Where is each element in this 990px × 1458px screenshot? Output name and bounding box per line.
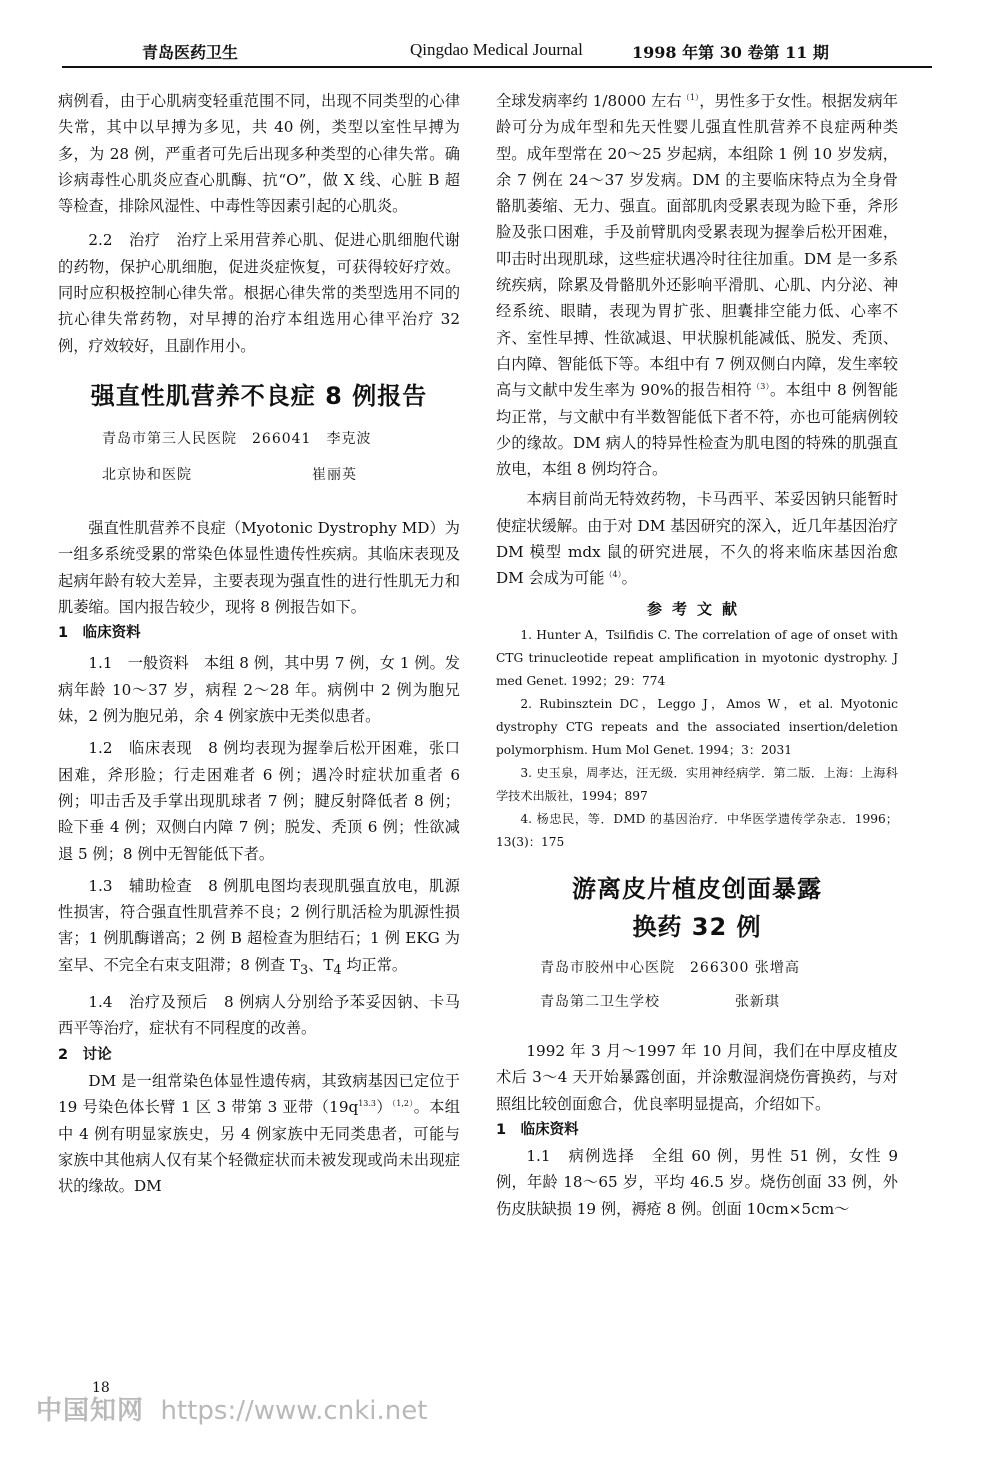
prev-article-paragraph: 病例看，由于心肌病变轻重范围不同，出现不同类型的心律失常，其中以早搏为多见，共 40 例，类型以室性早搏为多，为 28 例，严重者可先后出现多种类型的心律失常。确诊病毒性心肌炎应查心肌酶、抗“O”，做 X 线、心脏 B 超等检查，排除风湿性、中毒性等因素引起的心肌炎。 — [58, 92, 460, 216]
section-heading-clinical: 1 临床资料 — [58, 625, 141, 642]
cnki-watermark — [36, 1390, 427, 1427]
journal-name-en: Qingdao Medical Journal — [410, 40, 583, 59]
citation-ref: （4） — [604, 570, 622, 580]
article2-section-heading: 1 临床资料 — [496, 1121, 579, 1138]
affiliation-3: 青岛市胶州中心医院 266300 张增高 — [540, 959, 800, 976]
running-header — [62, 32, 932, 68]
subscript: 3 — [300, 961, 309, 977]
article2-title-line1: 游离皮片植皮创面暴露 — [572, 874, 822, 903]
cnki-url: https://www.cnki.net — [160, 1396, 428, 1426]
superscript: 13.3 — [358, 1099, 377, 1109]
article-title: 强直性肌营养不良症 8 例报告 — [90, 381, 428, 410]
reference-2: 2. Rubinsztein DC，Leggo J，Amos W，et al. Myotonic dystrophy CTG repeats and the associated insertion/deletion polymorphism. Hum Mol Genet. 1994；3：2031 — [496, 696, 898, 757]
journal-name-cn: 青岛医药卫生 — [142, 43, 239, 62]
citation-ref: （1,2） — [391, 1099, 414, 1109]
para-auxiliary-exams: 1.3 辅助检查 8 例肌电图均表现肌强直放电，肌源性损害，符合强直性肌营养不良；2 例行肌活检为肌源性损害；1 例肌酶谱高；2 例 B 超检查为胆结石；1 例 EKG 为室早、不完全右束支阻滞；8 例查 $T_3$、$T_4$ 均正常。 — [58, 876, 460, 977]
reference-4: 4. 杨忠民，等．DMD 的基因治疗．中华医学遗传学杂志．1996；13(3)：175 — [496, 811, 898, 849]
reference-1: 1. Hunter A，Tsilfidis C. The correlation of age of onset with CTG trinucleotide repeat amplification in myotonic dystrophy. J med Genet. 1992；29：774 — [496, 627, 898, 688]
references-title: 参考文献 — [646, 599, 747, 618]
para-discussion-cont: 全球发病率约 1/8000 左右$^{(1)}$，男性多于女性。根据发病年龄可分为成年型和先天性婴儿强直性肌营养不良症两种类型。成年型常在 20～25 岁起病，本组除 1 例 10 岁发病，余 7 例在 24～37 岁发病。DM 的主要临床特点为全身骨骼肌萎缩、无力、强直。面部肌肉受累表现为睑下垂，斧形脸及张口困难，手及前臂肌肉受累表现为握拳后松开困难，叩击时出现肌球，这些症状遇冷时往往加重。DM 是一多系统疾病，除累及骨骼肌外还影响平滑肌、心肌、内分泌、神经系统、眼睛，表现为胃扩张、胆囊排空能力低、心率不齐、室性早搏、性欲减退、甲状腺机能减低、脱发、秃顶、白内障、智能低下等。本组中有 7 例双侧白内障，发生率较高与文献中发生率为 90%的报告相符$^{(3)}$。本组中 8 例智能均正常，与文献中有半数智能低下者不符，亦也可能病例较少的缘故。DM 病人的特异性检查为肌电图的特殊的肌强直放电，本组 8 例均符合。 — [496, 92, 899, 479]
citation-ref: （1） — [681, 92, 700, 102]
para-treatment-outlook: 本病目前尚无特效药物，卡马西平、苯妥因钠只能暂时使症状缓解。由于对 DM 基因研究的深入，近几年基因治疗 DM 模型 mdx 鼠的研究进展，不久的将来临床基因治愈 DM 会成为可能$^{(4)}$。 — [496, 490, 898, 588]
article2-intro: 1992 年 3 月～1997 年 10 月间，我们在中厚皮植皮术后 3～4 天开始暴露创面，并涂敷湿润烧伤膏换药，与对照组比较创面愈合，优良率明显提高，介绍如下。 — [496, 1041, 898, 1113]
issue-info: 1998 年第 30 卷第 11 期 — [632, 43, 829, 62]
article2-case-selection: 1.1 病例选择 全组 60 例，男性 51 例，女性 9 例，年龄 18～65 岁，平均 46.5 岁。烧伤创面 33 例，外伤皮肤缺损 19 例，褥疮 8 例。创面 10cm×5cm～ — [496, 1147, 898, 1218]
affiliation-1: 青岛市第三人民医院 266041 李克波 — [102, 430, 372, 447]
affiliation-2: 北京协和医院 崔丽英 — [102, 466, 357, 483]
page-number: 18 — [92, 1380, 110, 1396]
article2-title-line2: 换药 32 例 — [632, 912, 762, 941]
cnki-logo-text: 中国知网 — [36, 1396, 145, 1426]
affiliation-4: 青岛第二卫生学校 张新琪 — [540, 993, 780, 1010]
para-general-data: 1.1 一般资料 本组 8 例，其中男 7 例，女 1 例。发病年龄 10～37 岁，病程 2～28 年。病例中 2 例为胞兄妹，2 例为胞兄弟，余 4 例家族中无类似患者。 — [58, 654, 460, 726]
reference-3: 3. 史玉泉，周孝达，汪无级．实用神经病学．第二版．上海：上海科学技术出版社，1994；897 — [496, 765, 898, 803]
section-heading-discussion: 2 讨论 — [58, 1046, 112, 1063]
subscript: 4 — [333, 961, 342, 977]
citation-ref: （3） — [751, 382, 770, 392]
right-column — [496, 88, 898, 1222]
left-column — [58, 88, 460, 1199]
para-treatment-prognosis: 1.4 治疗及预后 8 例病人分别给予苯妥因钠、卡马西平等治疗，症状有不同程度的改善。 — [58, 993, 460, 1038]
para-clinical-features: 1.2 临床表现 8 例均表现为握拳后松开困难，张口困难，斧形脸；行走困难者 6 例；遇冷时症状加重者 6 例；叩击舌及手掌出现肌球者 7 例；腱反射降低者 8 例；睑下垂 4 例；双侧白内障 7 例；脱发、秃顶 6 例；性欲减退 5 例；8 例中无智能低下者。 — [58, 739, 460, 863]
prev-article-treatment: 2.2 治疗 治疗上采用营养心肌、促进心肌细胞代谢的药物，保护心肌细胞，促进炎症恢复，可获得较好疗效。同时应积极控制心律失常。根据心律失常的类型选用不同的抗心律失常药物，对早搏的治疗本组选用心律平治疗 32 例，疗效较好，且副作用小。 — [58, 231, 460, 355]
intro-paragraph: 强直性肌营养不良症（Myotonic Dystrophy MD）为一组多系统受累的常染色体显性遗传性疾病。其临床表现及起病年龄有较大差异，主要表现为强直性的进行性肌无力和肌萎缩。国内报告较少，现将 8 例报告如下。 — [58, 518, 460, 616]
para-discussion: DM 是一组常染色体显性遗传病，其致病基因已定位于 19 号染色体长臂 1 区 3 带第 3 亚带$(19q^{13.3})^{(1,2)}$。本组中 4 例有明显家族史，另 4 例家族中无同类患者，可能与家族中其他病人仅有某个轻微症状而未被发现或尚未出现症状的缘故。DM — [58, 1071, 460, 1196]
